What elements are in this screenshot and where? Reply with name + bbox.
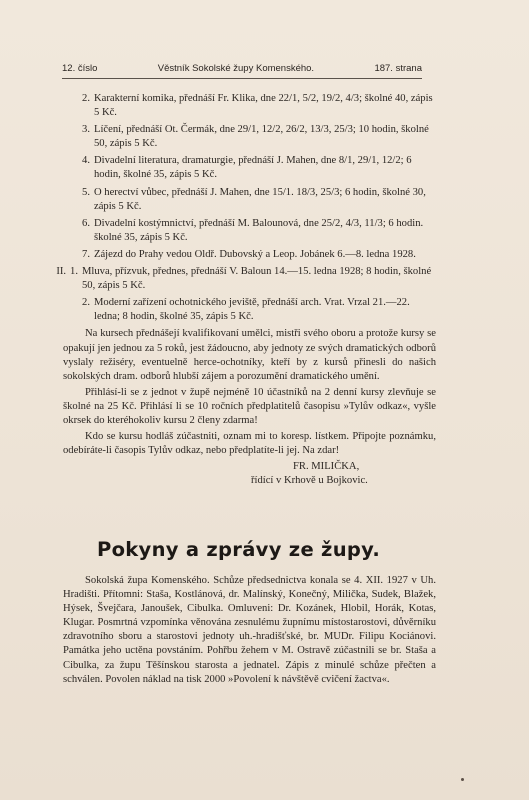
issue-number: 12. číslo	[62, 63, 98, 74]
paragraph: Na kursech přednášejí kvalifikovaní umělci, mistři svého oboru a protože kursy se opakují jen jednou za 5 roků, jest žádoucno, aby jednoty ze svých dramatických odborů vyslaly režiséry, eventuelně herce-ochotníky, kteří by z kursů přinesli do našich sokolských dram. odborů hlubší zájem a porozumění dramatického umění.	[63, 328, 436, 382]
item-text: Moderní zařízení ochotnického jeviště, přednáší arch. Vrat. Vrzal 21.—22. ledna; 8 hodin, školné 35, zápis 5 Kč.	[94, 297, 410, 323]
signature-name: FR. MILIČKA,	[293, 461, 360, 473]
list-item	[63, 186, 436, 214]
list-item	[63, 123, 436, 151]
item-text: Divadelní literatura, dramaturgie, přednáší J. Mahen, dne 8/1, 29/1, 12/2; 6 hodin, školné 35, zápis 5 Kč.	[94, 155, 412, 181]
item-text: Zájezd do Prahy vedou Oldř. Dubovský a Leop. Jobánek 6.—8. ledna 1928.	[94, 248, 416, 260]
item-number: 6.	[82, 217, 90, 229]
paragraph: Sokolská župa Komenského. Schůze předsednictva konala se 4. XII. 1927 v Uh. Hradišti. Přítomni: Staša, Kostlánová, dr. Malínský, Konečný, Milička, Sudek, Blažek, Hýsek, Švejčara, Janoušek, Cibulka. Omluveni: Dr. Kozánek, Hlobil, Horák, Kotas, Klugar. Posmrtná vzpomínka věnována zesnulému župnímu místostarostovi, důvěrníku zdravotního sboru a starostovi jednoty uh.-hradišťské, br. MUDr. Filipu Kociánovi. Památka jeho uctěna povstáním. Pohřbu žehem v M. Ostravě zúčastnili se br. Staša a Cibulka, za župu Těšínskou starosta a jednatel. Zápis z minulé schůze přečten a schválen. Povolen náklad na tisk 2000 »Povolení k návštěvě cvičení žactva«.	[63, 575, 436, 685]
item-number: 2.	[82, 93, 90, 104]
list-item	[63, 217, 436, 245]
signature-role: řídící v Krhově u Bojkovic.	[251, 475, 368, 487]
header-rule	[62, 78, 422, 79]
item-number: 3.	[82, 124, 90, 136]
list-item	[63, 248, 436, 262]
list-item	[63, 92, 436, 120]
list-item	[56, 265, 436, 293]
item-number	[51, 265, 78, 293]
running-header	[62, 63, 422, 74]
section-body	[63, 574, 436, 687]
item-subnumber: 1.	[70, 266, 78, 278]
item-number: 2.	[82, 297, 90, 309]
item-number: 5.	[82, 186, 90, 198]
item-text: Divadelní kostýmnictví, přednáší M. Balounová, dne 25/2, 4/3, 11/3; 6 hodin. školné 35, zápis 5 Kč.	[94, 217, 424, 243]
item-number: 7.	[82, 248, 90, 260]
item-text: O herectví vůbec, přednáší J. Mahen, dne 15/1. 18/3, 25/3; 6 hodin, školné 30, zápis 5 Kč.	[94, 186, 426, 212]
paper-speck	[461, 778, 464, 781]
list-item	[63, 154, 436, 182]
paragraph: Přihlásí-li se z jednot v župě nejméně 10 účastníků na 2 denní kursy zlevňuje se školné na 25 Kč. Přihlásí li se 10 ročních předplatitelů časopisu »Tylův odkaz«, vyšle okrsek do kteréhokoliv kursu 2 členy zdarma!	[63, 386, 436, 426]
roman-numeral: II.	[56, 266, 67, 278]
journal-title: Věstník Sokolské župy Komenského.	[157, 63, 315, 74]
paragraph: Kdo se kursu hodláš zúčastniti, oznam mi to koresp. lístkem. Připojte poznámku, odebíráte-li časopis Tylův odkaz, nebo předplatíte-li jej. Na zdar!	[63, 431, 436, 457]
item-text: Líčení, přednáší Ot. Čermák, dne 29/1, 12/2, 26/2, 13/3, 25/3; 10 hodin, školné 50, zápis 5 Kč.	[94, 124, 429, 150]
page-number: 187. strana	[374, 63, 422, 74]
course-list-section	[56, 92, 436, 488]
item-number: 4.	[82, 155, 90, 167]
item-text: Karakterní komika, přednáší Fr. Klika, dne 22/1, 5/2, 19/2, 4/3; školné 40, zápis 5 Kč.	[94, 93, 433, 119]
item-text: Mluva, přízvuk, přednes, přednáší V. Baloun 14.—15. ledna 1928; 8 hodin, školné 50, zápis 5 Kč.	[82, 266, 432, 292]
section-heading: Pokyny a zprávy ze župy.	[97, 538, 381, 561]
list-item	[63, 296, 436, 324]
